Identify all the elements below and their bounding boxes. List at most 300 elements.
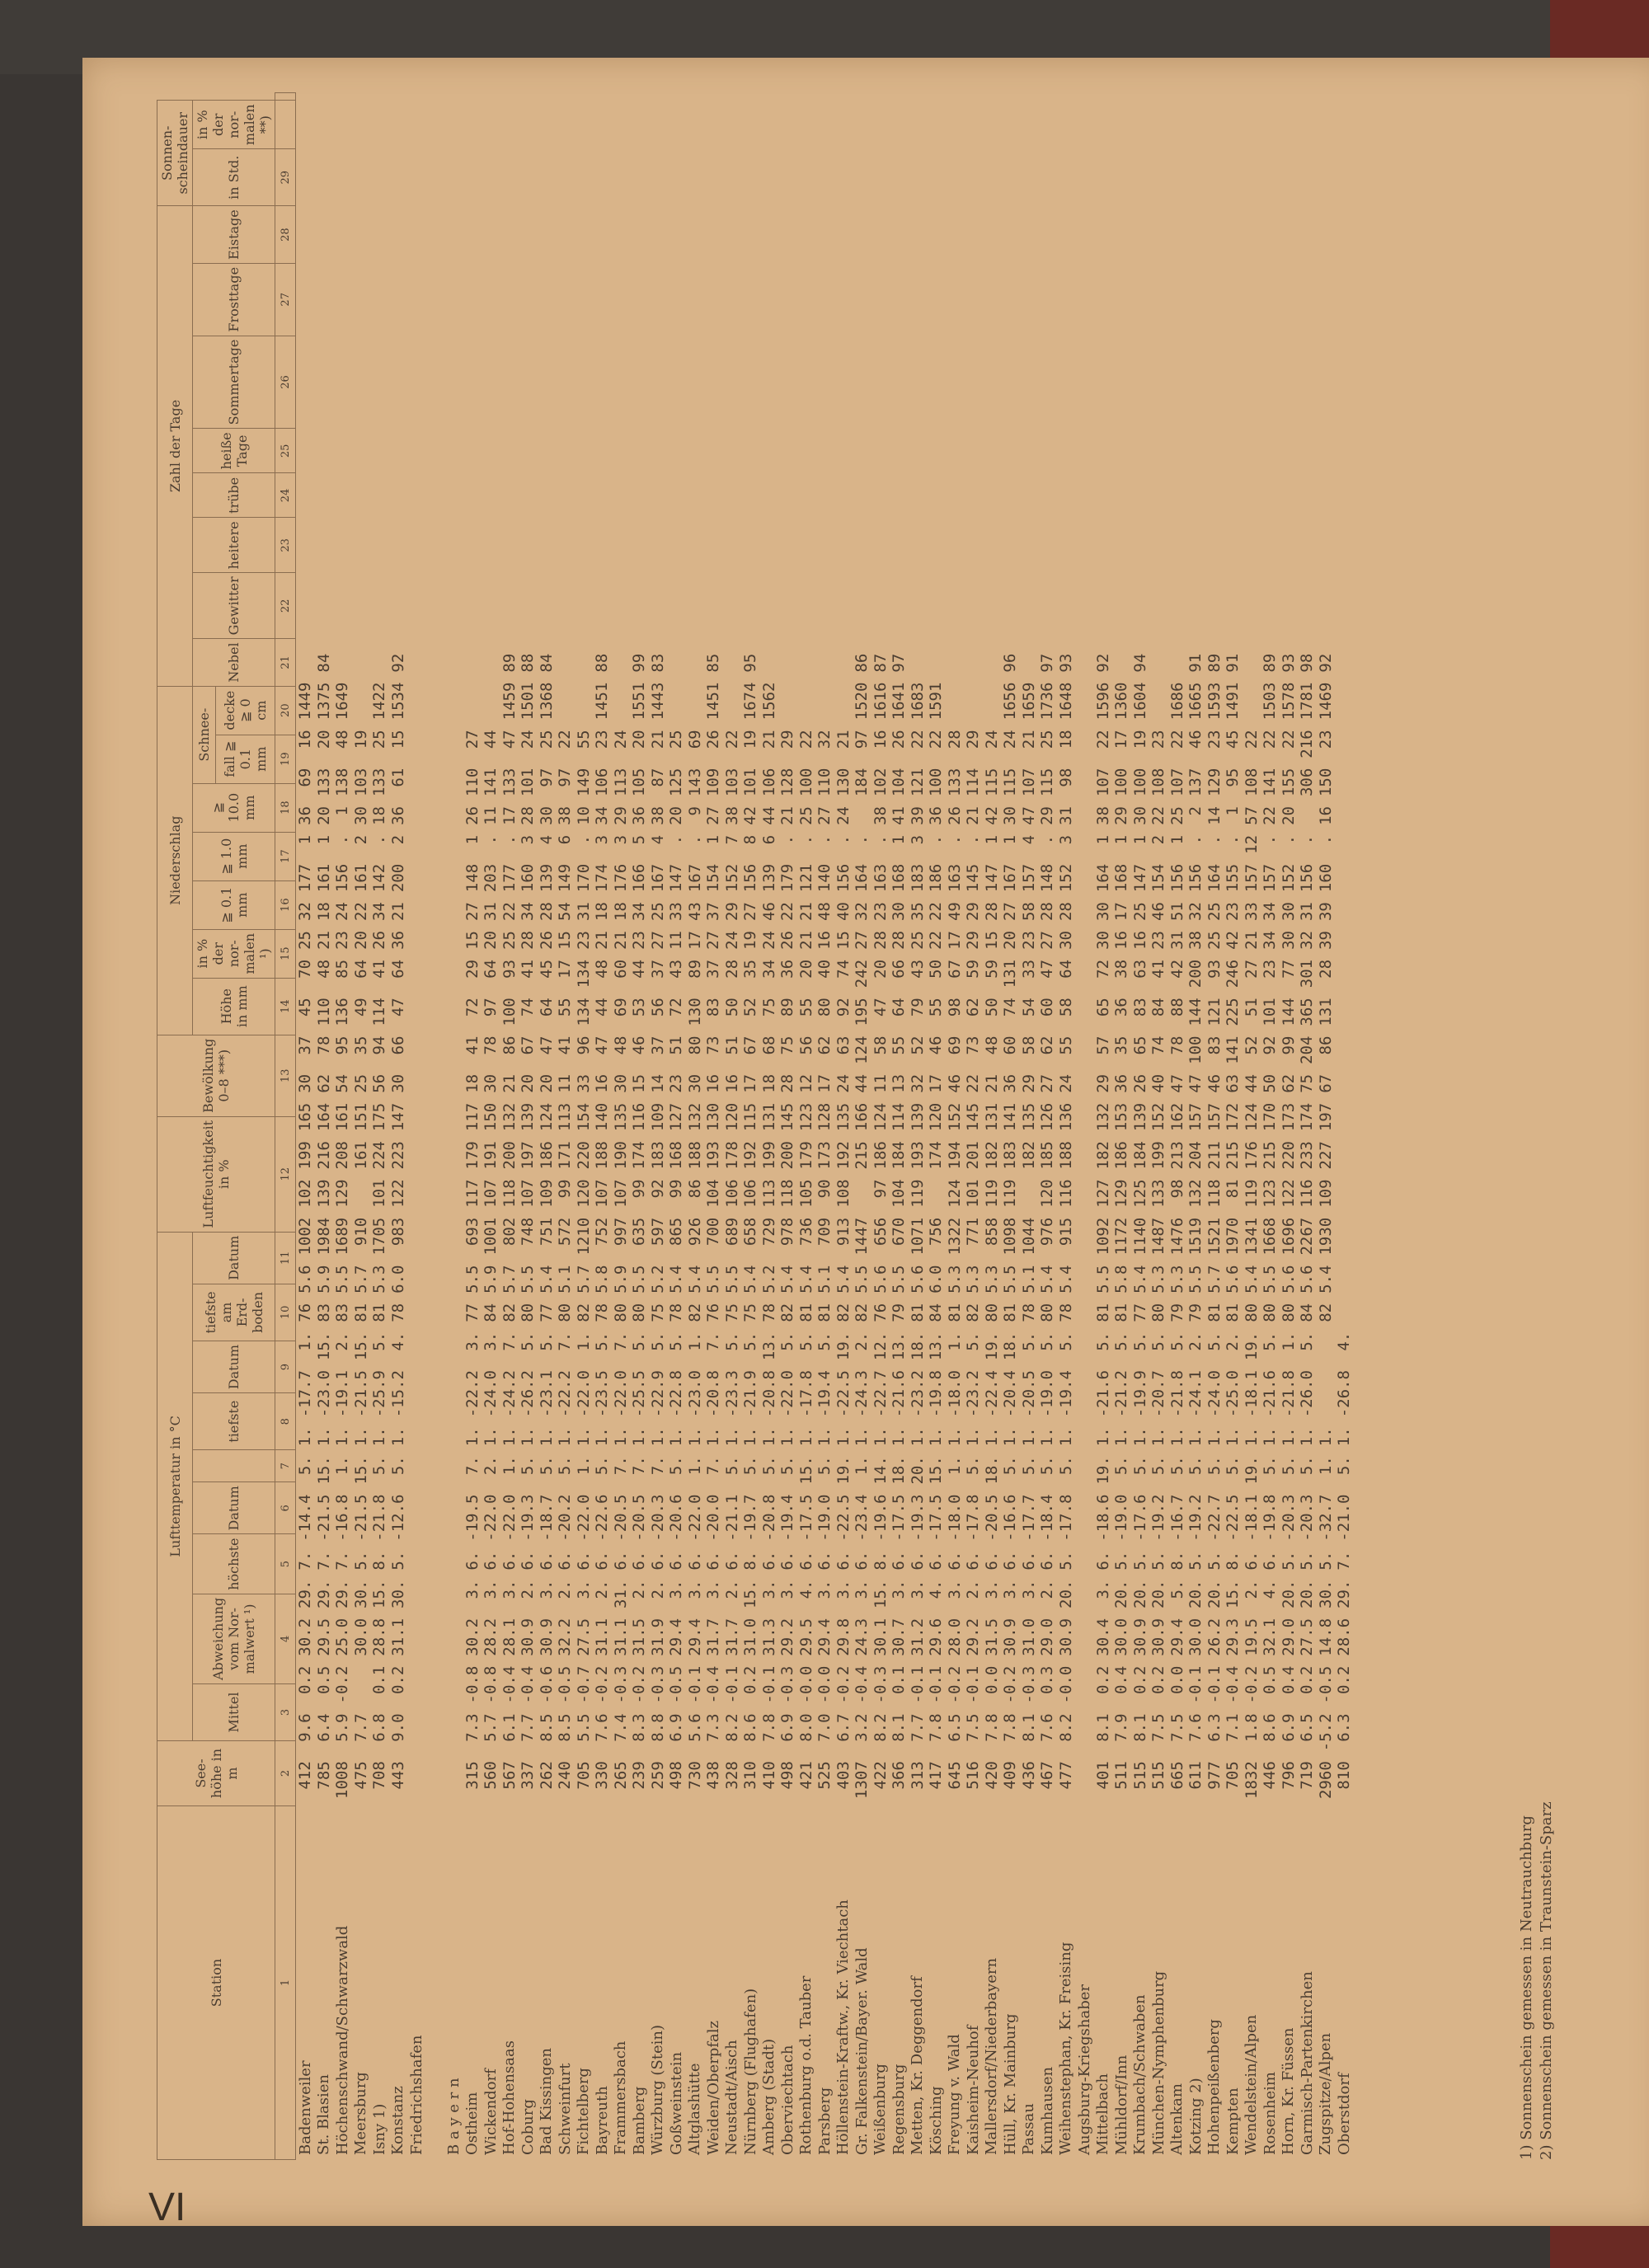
table-cell: 645: [945, 1761, 964, 1790]
table-cell: -24.0: [482, 1370, 500, 1418]
table-cell: 139: [314, 1179, 333, 1208]
table-cell: [426, 1661, 445, 1709]
table-cell: 5.: [1335, 1456, 1354, 1476]
table-cell: 5.3: [964, 1265, 983, 1294]
table-cell: 150: [482, 1102, 500, 1132]
table-cell: 20.: [1298, 1580, 1317, 1608]
table-cell: 515: [1130, 1761, 1149, 1790]
table-cell: 2.: [482, 1456, 500, 1476]
table-cell: 60: [611, 959, 630, 979]
table-cell: -19.5: [463, 1494, 482, 1542]
table-cell: 16: [871, 730, 890, 749]
station-name: Hüll, Kr. Mainburg: [1001, 2013, 1019, 2155]
table-cell: 366: [890, 1761, 909, 1790]
table-cell: -22.2: [463, 1370, 482, 1418]
table-cell: 81: [908, 1303, 927, 1322]
table-cell: 5.5: [1186, 1265, 1205, 1294]
table-cell: 22: [927, 902, 946, 922]
table-cell: 20: [667, 806, 686, 825]
table-cell: 6.: [704, 1551, 723, 1571]
table-cell: .: [1279, 834, 1298, 845]
table-cell: 11: [871, 1073, 890, 1093]
table-cell: 120: [722, 1102, 741, 1132]
table-row: [538, 649, 557, 2160]
table-cell: 48: [333, 730, 352, 749]
table-cell: [1317, 1365, 1336, 1422]
table-cell: 81: [1112, 1303, 1131, 1322]
table-row: [834, 649, 853, 2160]
table-cell: 32.1: [1261, 1618, 1280, 1656]
table-cell: 35: [1112, 1035, 1131, 1055]
table-cell: -0.2: [1242, 1665, 1261, 1704]
table-cell: 199: [759, 1141, 778, 1170]
table-cell: 27: [1038, 1073, 1057, 1093]
table-cell: [723, 649, 742, 678]
table-cell: 32: [853, 902, 871, 922]
table-cell: 15: [982, 931, 1001, 950]
table-cell: 5.: [1298, 1551, 1317, 1571]
table-cell: 50: [1261, 1073, 1280, 1093]
table-cell: 1.: [463, 1427, 482, 1447]
table-cell: [407, 801, 426, 830]
table-cell: -23.0: [314, 1370, 333, 1418]
table-cell: 51: [1242, 998, 1261, 1017]
table-cell: 420: [982, 1761, 1001, 1790]
table-cell: 5.: [1186, 1456, 1205, 1476]
table-cell: 8.1: [1093, 1713, 1112, 1742]
table-row: [1075, 649, 1094, 2160]
station-name: Würzburg (Stein): [649, 2024, 667, 2155]
table-cell: 119: [982, 1179, 1001, 1208]
table-cell: 34: [519, 902, 538, 922]
table-cell: -17.8: [964, 1494, 983, 1542]
table-cell: 46: [1205, 1073, 1224, 1093]
table-cell: 0.3: [1038, 1665, 1057, 1695]
table-cell: 45: [537, 959, 556, 979]
table-cell: 915: [1056, 1217, 1075, 1247]
table-cell: -0.0: [796, 1665, 815, 1704]
table-cell: 156: [1186, 863, 1205, 893]
table-cell: 1686: [1167, 682, 1186, 721]
table-cell: 2.: [1186, 1331, 1205, 1351]
table-cell: 92: [834, 998, 853, 1017]
table-cell: 84: [537, 653, 556, 673]
table-cell: [352, 1174, 371, 1212]
header-in-prozent-sonne: in % der nor-malen **): [193, 101, 275, 149]
table-cell: 20: [871, 959, 890, 979]
table-cell: 11: [667, 931, 686, 950]
table-row: [649, 649, 668, 2160]
table-cell: 156: [1298, 863, 1317, 893]
table-cell: 60: [1001, 1035, 1020, 1055]
table-cell: 572: [556, 1217, 575, 1247]
table-row: [593, 649, 612, 2160]
table-cell: 511: [1112, 1761, 1131, 1790]
table-cell: 21: [500, 1073, 519, 1093]
table-cell: 1578: [1279, 682, 1298, 721]
table-cell: 30.9: [1149, 1618, 1168, 1656]
table-cell: 30.0: [1186, 1618, 1205, 1656]
station-name: St. Blasien: [315, 2074, 333, 2155]
table-cell: 700: [704, 1217, 723, 1247]
table-cell: 192: [834, 1141, 853, 1170]
column-number: 20: [275, 686, 296, 735]
table-cell: 7.5: [964, 1713, 983, 1742]
table-cell: 156: [333, 863, 352, 893]
table-cell: 141: [482, 768, 500, 797]
table-cell: 22: [927, 931, 946, 950]
table-cell: -21.2: [1112, 1370, 1131, 1418]
column-number: 27: [275, 263, 296, 336]
table-cell: 49: [351, 998, 370, 1017]
table-cell: 121: [908, 768, 927, 797]
station-name: Altenkam: [1168, 2083, 1186, 2155]
table-cell: 5.: [1298, 1331, 1317, 1351]
table-cell: 31.1: [388, 1618, 407, 1656]
table-cell: 6.: [1242, 1551, 1261, 1571]
table-cell: 6.5: [1298, 1713, 1317, 1742]
table-row: [704, 649, 723, 2160]
table-cell: 1.: [1130, 1427, 1149, 1447]
table-row: [871, 649, 890, 2160]
station-name: Goßweinstein: [667, 2051, 685, 2155]
table-cell: 438: [704, 1761, 723, 1790]
column-number: 15: [275, 929, 296, 978]
column-number: 17: [275, 832, 296, 880]
table-cell: 5.: [1130, 1456, 1149, 1476]
table-cell: 142: [370, 863, 389, 893]
table-cell: 150: [1316, 768, 1335, 797]
table-cell: 81: [1224, 1303, 1243, 1322]
table-cell: 106: [759, 768, 778, 797]
table-cell: 38: [1112, 959, 1131, 979]
table-cell: -25.9: [370, 1370, 389, 1418]
table-cell: 44: [1242, 1073, 1261, 1093]
table-cell: 39: [908, 806, 927, 825]
table-cell: [1075, 1756, 1094, 1804]
table-header: [157, 92, 296, 2160]
footnote-2: 2) Sonnenschein gemessen in Traunstein-Sparz: [1538, 1801, 1555, 2160]
table-cell: 1.: [796, 1427, 815, 1447]
table-cell: [778, 678, 797, 725]
table-cell: 55: [796, 998, 815, 1017]
table-cell: 2.: [593, 1580, 612, 1599]
table-cell: 0.1: [370, 1665, 389, 1695]
table-cell: -19.4: [815, 1370, 834, 1418]
station-name: Bad Kissingen: [538, 2048, 556, 2155]
table-cell: 33: [1019, 959, 1038, 979]
table-cell: 99: [1279, 1035, 1298, 1055]
table-cell: 47: [1167, 1073, 1186, 1093]
table-cell: 567: [500, 1761, 519, 1790]
table-cell: -22.0: [778, 1370, 797, 1418]
table-cell: .: [778, 834, 797, 845]
table-cell: [463, 678, 482, 725]
table-cell: 1519: [1186, 1217, 1205, 1256]
table-cell: 23: [333, 931, 352, 950]
table-cell: 200: [778, 1141, 797, 1170]
table-row: [1112, 649, 1131, 2160]
table-cell: 115: [1038, 768, 1057, 797]
table-cell: .: [964, 834, 983, 845]
table-cell: 6.9: [778, 1713, 797, 1742]
table-cell: [296, 649, 315, 678]
table-cell: 173: [815, 1141, 834, 1170]
table-cell: 2.: [630, 1580, 649, 1599]
table-cell: 477: [1056, 1761, 1075, 1790]
table-cell: 45: [296, 998, 315, 1017]
table-cell: 5.: [537, 1456, 556, 1476]
table-cell: 6.: [722, 1551, 741, 1571]
table-cell: 2.: [519, 1580, 538, 1599]
table-cell: 96: [574, 1035, 593, 1055]
table-cell: -22.0: [574, 1370, 593, 1418]
table-cell: -19.8: [927, 1370, 946, 1418]
table-cell: -21.5: [351, 1494, 370, 1542]
table-cell: 1.: [574, 1427, 593, 1447]
table-cell: 109: [537, 1179, 556, 1208]
table-cell: 13.: [927, 1331, 946, 1361]
table-cell: 12: [796, 1073, 815, 1093]
table-cell: 29: [778, 730, 797, 749]
table-cell: [1335, 725, 1354, 763]
table-cell: 37: [704, 959, 723, 979]
table-cell: 31.3: [759, 1618, 778, 1656]
station-name: Oberstdorf: [1335, 2073, 1353, 2155]
table-cell: 24: [834, 1073, 853, 1093]
header-zahl-der-tage: Zahl der Tage: [157, 206, 193, 686]
table-cell: -18.1: [1242, 1494, 1261, 1542]
table-cell: 30.: [351, 1580, 370, 1608]
table-cell: -23.2: [964, 1370, 983, 1418]
table-cell: 93: [500, 959, 519, 979]
table-cell: [444, 1031, 463, 1069]
table-cell: 5.: [964, 1331, 983, 1351]
table-cell: 1.: [927, 1427, 946, 1447]
table-cell: 58: [1056, 998, 1075, 1017]
table-cell: -0.2: [945, 1665, 964, 1704]
table-cell: 2: [1149, 834, 1168, 845]
table-cell: -0.8: [482, 1665, 500, 1704]
table-cell: 97: [537, 768, 556, 787]
table-cell: 28: [722, 959, 741, 979]
table-cell: 23: [1316, 730, 1335, 749]
column-number: 1: [275, 1806, 296, 2160]
table-cell: 29: [1093, 1073, 1112, 1093]
table-cell: 1.: [574, 1331, 593, 1351]
table-cell: -19.8: [1261, 1494, 1280, 1542]
table-cell: 3: [519, 834, 538, 845]
table-cell: 57: [1093, 1035, 1112, 1055]
table-cell: 29.: [296, 1580, 315, 1608]
table-cell: 16: [1112, 931, 1131, 950]
table-cell: 2960: [1316, 1761, 1335, 1799]
table-cell: [426, 926, 445, 955]
table-row: [1094, 649, 1113, 2160]
table-cell: 1.: [1279, 1331, 1298, 1351]
table-cell: 926: [685, 1217, 704, 1247]
header-datum-1b: [193, 1450, 275, 1482]
table-cell: 1.: [1001, 1427, 1020, 1447]
table-cell: 75: [1298, 1073, 1317, 1093]
table-cell: [1335, 1174, 1354, 1212]
table-cell: 30: [482, 1073, 500, 1093]
table-cell: 5.: [1149, 1551, 1168, 1571]
station-name: Rosenheim: [1261, 2072, 1279, 2155]
table-cell: 80: [1279, 1303, 1298, 1322]
table-cell: 1.: [556, 1427, 575, 1447]
column-number: 4: [275, 1594, 296, 1683]
table-cell: 69: [945, 1035, 964, 1055]
table-cell: 64: [388, 959, 407, 979]
table-cell: 1.: [853, 1427, 871, 1447]
table-cell: 15.: [871, 1580, 890, 1608]
table-cell: [426, 859, 445, 897]
table-cell: [444, 1451, 463, 1489]
table-cell: 301: [1298, 959, 1317, 988]
table-cell: 35: [741, 959, 760, 979]
table-cell: 32: [296, 902, 315, 922]
footnotes: [1517, 1801, 1557, 2160]
table-cell: 5.: [796, 1331, 815, 1351]
table-cell: 976: [1038, 1217, 1057, 1247]
table-cell: 108: [834, 1179, 853, 1208]
column-number: 22: [275, 573, 296, 639]
table-cell: 5.: [1149, 1331, 1168, 1351]
table-cell: 97: [482, 998, 500, 1017]
table-cell: 36: [388, 931, 407, 950]
table-cell: 47: [1019, 806, 1038, 825]
table-cell: [1335, 678, 1354, 725]
table-cell: 29.4: [1167, 1618, 1186, 1656]
table-cell: [1075, 1069, 1094, 1098]
table-cell: 1140: [1130, 1217, 1149, 1256]
table-cell: -20.4: [1001, 1370, 1020, 1418]
table-cell: 80: [982, 1303, 1001, 1322]
table-cell: [1075, 801, 1094, 830]
table-cell: [760, 649, 779, 678]
table-cell: 3.: [574, 1580, 593, 1599]
table-cell: 436: [1019, 1761, 1038, 1790]
table-cell: 5.: [388, 1456, 407, 1476]
column-number: 18: [275, 783, 296, 832]
station-name: München-Nymphenburg: [1149, 1970, 1167, 2155]
table-cell: 6.: [611, 1551, 630, 1571]
table-cell: 47: [537, 1035, 556, 1055]
table-cell: 29.0: [1038, 1618, 1057, 1656]
table-cell: 1.: [1316, 1427, 1335, 1447]
table-cell: 748: [519, 1217, 538, 1247]
table-cell: 5.: [964, 1456, 983, 1476]
table-cell: [964, 649, 983, 678]
table-cell: 51: [722, 1035, 741, 1055]
table-cell: 172: [1224, 1102, 1243, 1132]
table-cell: 7.: [648, 1456, 667, 1476]
table-cell: 20.: [1279, 1580, 1298, 1608]
table-cell: [407, 1069, 426, 1098]
table-cell: 139: [537, 863, 556, 893]
table-cell: -19.4: [1056, 1370, 1075, 1418]
table-cell: 179: [796, 1141, 815, 1170]
table-cell: 38: [871, 806, 890, 825]
table-cell: 81: [796, 1303, 815, 1322]
table-row: [1280, 649, 1299, 2160]
table-cell: -26.2: [519, 1370, 538, 1418]
table-cell: [686, 649, 705, 678]
table-cell: 22: [796, 730, 815, 749]
table-cell: [444, 1661, 463, 1709]
table-cell: -26.8: [1335, 1370, 1354, 1418]
table-cell: 7.: [314, 1551, 333, 1571]
table-cell: 29: [611, 806, 630, 825]
table-cell: .: [333, 834, 352, 845]
table-cell: 15.: [796, 1456, 815, 1485]
table-cell: -0.1: [1205, 1665, 1224, 1704]
table-cell: 658: [741, 1217, 760, 1247]
table-cell: 421: [796, 1761, 815, 1790]
table-cell: 15.: [314, 1331, 333, 1361]
table-cell: 125: [667, 768, 686, 797]
table-cell: -25.0: [1224, 1370, 1243, 1418]
table-cell: 910: [351, 1217, 370, 1247]
header-nebel: Nebel: [193, 639, 275, 686]
table-cell: 41: [890, 806, 909, 825]
table-row: [815, 649, 834, 2160]
table-cell: 515: [1149, 1761, 1168, 1790]
table-cell: 7.6: [593, 1713, 612, 1742]
table-cell: 2267: [1298, 1217, 1317, 1256]
table-cell: 120: [1038, 1179, 1057, 1208]
header-schneefall: fall ≧ 0.1 mm: [215, 735, 275, 783]
table-cell: 176: [1242, 1141, 1261, 1170]
column-number: 8: [275, 1393, 296, 1450]
station-name: Ostheim: [463, 2092, 482, 2155]
table-cell: -21.8: [1279, 1370, 1298, 1418]
table-cell: [946, 678, 965, 725]
table-cell: [426, 1327, 445, 1365]
table-cell: 29.6: [927, 1618, 946, 1656]
station-name: Friedrichshafen: [407, 2035, 425, 2155]
table-cell: 0.2: [1093, 1665, 1112, 1695]
table-cell: 24: [834, 806, 853, 825]
table-cell: 11: [482, 806, 500, 825]
table-cell: -20.5: [1019, 1370, 1038, 1418]
table-cell: 1.: [1186, 1427, 1205, 1447]
table-cell: 20: [314, 806, 333, 825]
table-cell: 52: [908, 1035, 927, 1055]
header-sonnenscheindauer: Sonnen-scheindauer: [157, 101, 193, 206]
table-cell: [426, 897, 445, 926]
table-cell: [1149, 649, 1168, 678]
table-cell: 200: [1186, 959, 1205, 988]
table-cell: 127: [1093, 1179, 1112, 1208]
table-cell: 3.2: [853, 1713, 871, 1742]
table-cell: 168: [1112, 863, 1131, 893]
table-cell: 5.: [1019, 1331, 1038, 1351]
table-cell: 84: [1298, 1303, 1317, 1322]
table-cell: 1451: [593, 682, 612, 721]
table-cell: 81: [1093, 1303, 1112, 1322]
table-cell: 25: [1038, 730, 1057, 749]
table-cell: -21.5: [351, 1370, 370, 1418]
table-cell: 105: [796, 1179, 815, 1208]
table-cell: 5.: [1093, 1331, 1112, 1351]
table-cell: 104: [890, 768, 909, 797]
table-cell: 186: [537, 1141, 556, 1170]
station-name: Bamberg: [630, 2086, 648, 2155]
table-cell: 736: [796, 1217, 815, 1247]
table-cell: 1044: [1019, 1217, 1038, 1256]
